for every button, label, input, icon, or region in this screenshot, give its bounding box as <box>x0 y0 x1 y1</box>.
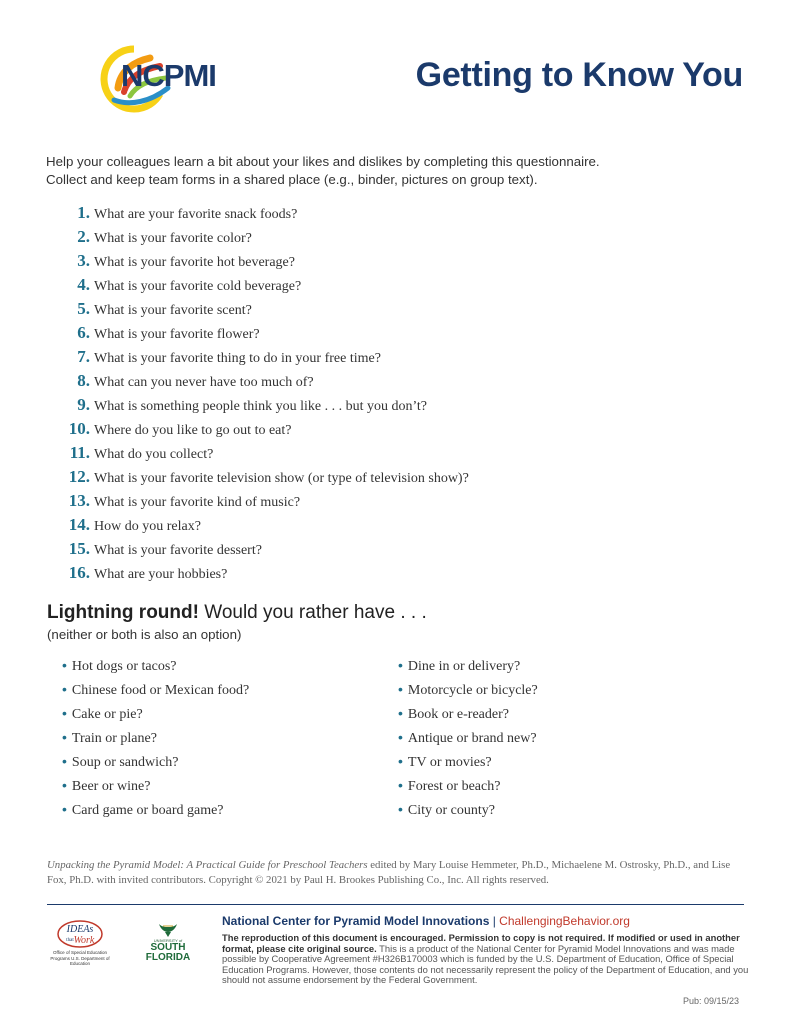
option-item <box>62 705 249 729</box>
bullet-icon: • <box>62 729 67 745</box>
option-text: Motorcycle or bicycle? <box>407 683 538 698</box>
bullet-icon: • <box>398 801 403 817</box>
question-item <box>60 203 469 227</box>
bullet-icon: • <box>62 777 67 793</box>
question-item <box>60 275 469 299</box>
bullet-icon: • <box>398 777 403 793</box>
options-left-column <box>62 657 249 825</box>
bullet-icon: • <box>398 681 403 697</box>
question-item <box>60 251 469 275</box>
footer-organization <box>222 914 630 928</box>
ideas-logo-word-1: IDEAs <box>66 924 94 935</box>
question-number: 15. <box>68 539 90 558</box>
question-item <box>60 419 469 443</box>
intro-paragraph <box>46 153 746 189</box>
usf-name-line-1: SOUTH <box>150 942 186 953</box>
question-text: What are your favorite snack foods? <box>94 207 298 222</box>
usf-caption: UNIVERSITY of <box>153 938 183 943</box>
option-item <box>62 729 249 753</box>
bullet-icon: • <box>62 681 67 697</box>
option-item <box>62 777 249 801</box>
question-number: 8. <box>77 371 90 390</box>
question-text: What can you never have too much of? <box>94 375 314 390</box>
question-number: 11. <box>69 443 90 462</box>
question-text: What is your favorite flower? <box>94 327 260 342</box>
option-text: Soup or sandwich? <box>71 755 179 770</box>
legal-notice <box>222 933 752 986</box>
question-item <box>60 539 469 563</box>
intro-line-2: Collect and keep team forms in a shared place (e.g., binder, pictures on group text). <box>46 172 538 187</box>
bullet-icon: • <box>398 753 403 769</box>
question-item <box>60 347 469 371</box>
bullet-icon: • <box>62 657 67 673</box>
option-item <box>62 801 249 825</box>
footer-separator: | <box>489 914 500 928</box>
question-text: What is something people think you like . . . but you don’t? <box>94 399 427 414</box>
usf-logo <box>143 920 193 972</box>
bullet-icon: • <box>62 801 67 817</box>
option-item <box>62 681 249 705</box>
option-text: Cake or pie? <box>71 707 143 722</box>
option-text: Antique or brand new? <box>407 731 537 746</box>
bullet-icon: • <box>398 657 403 673</box>
option-text: Card game or board game? <box>71 803 224 818</box>
question-text: What is your favorite hot beverage? <box>94 255 295 270</box>
question-number: 10. <box>68 419 90 438</box>
bullet-icon: • <box>62 753 67 769</box>
question-number: 1. <box>77 203 90 222</box>
option-item <box>398 681 538 705</box>
question-item <box>60 299 469 323</box>
question-item <box>60 515 469 539</box>
question-item <box>60 395 469 419</box>
usf-name-line-2: FLORIDA <box>145 952 191 963</box>
option-item <box>62 753 249 777</box>
question-text: Where do you like to go out to eat? <box>94 423 292 438</box>
option-text: Dine in or delivery? <box>407 659 521 674</box>
options-right-column <box>398 657 538 825</box>
lightning-round-prompt: Would you rather have . . . <box>198 602 427 623</box>
option-text: Train or plane? <box>71 731 157 746</box>
option-text: Beer or wine? <box>71 779 151 794</box>
option-item <box>398 777 538 801</box>
question-number: 6. <box>77 323 90 342</box>
option-item <box>398 705 538 729</box>
website-link[interactable]: ChallengingBehavior.org <box>499 914 630 928</box>
question-text: What is your favorite thing to do in your free time? <box>94 351 381 366</box>
question-text: What are your hobbies? <box>94 567 228 582</box>
question-text: What is your favorite dessert? <box>94 543 262 558</box>
ideas-logo-word-2: that <box>66 938 74 943</box>
question-text: What is your favorite television show (or type of television show)? <box>94 471 469 486</box>
citation-details: edited by Mary Louise Hemmeter, Ph.D., Michaelene M. Ostrosky, Ph.D., and Lise Fox, Ph.D. with invited contributors. Copyright © 2021 by Paul H. Brookes Publishing Co., Inc. All rights reserved. <box>47 859 731 886</box>
question-text: What is your favorite scent? <box>94 303 252 318</box>
question-number: 7. <box>77 347 90 366</box>
option-text: Hot dogs or tacos? <box>71 659 177 674</box>
ideas-logo-word-3: Work <box>73 935 95 946</box>
question-item <box>60 227 469 251</box>
question-item <box>60 443 469 467</box>
question-item <box>60 467 469 491</box>
ideas-caption: Office of Special Education Programs U.S. Department of Education <box>50 950 110 966</box>
option-item <box>398 729 538 753</box>
option-text: Forest or beach? <box>407 779 501 794</box>
question-list <box>60 203 469 587</box>
option-item <box>62 657 249 681</box>
option-text: Chinese food or Mexican food? <box>71 683 250 698</box>
question-item <box>60 371 469 395</box>
question-number: 5. <box>77 299 90 318</box>
lightning-round-subheading: (neither or both is also an option) <box>47 627 242 642</box>
question-text: What is your favorite color? <box>94 231 252 246</box>
footer-divider <box>47 904 744 905</box>
option-text: Book or e-reader? <box>407 707 509 722</box>
bullet-icon: • <box>62 705 67 721</box>
question-number: 2. <box>77 227 90 246</box>
question-number: 9. <box>77 395 90 414</box>
option-item <box>398 801 538 825</box>
option-text: TV or movies? <box>407 755 492 770</box>
question-number: 16. <box>68 563 90 582</box>
intro-line-1: Help your colleagues learn a bit about your likes and dislikes by completing this questionnaire. <box>46 154 600 169</box>
question-number: 4. <box>77 275 90 294</box>
organization-name: National Center for Pyramid Model Innovations <box>222 914 490 928</box>
legal-notice-bold: The reproduction of this document is encouraged. Permission to copy is not required. If modified or used in another format, please cite original source. <box>222 932 740 954</box>
citation-book-title: Unpacking the Pyramid Model: A Practical Guide for Preschool Teachers <box>47 859 368 871</box>
question-number: 13. <box>68 491 90 510</box>
citation <box>47 858 747 888</box>
bull-icon <box>157 920 179 938</box>
question-item <box>60 491 469 515</box>
option-text: City or county? <box>407 803 496 818</box>
logo-wordmark: NCPMI <box>121 58 216 93</box>
publication-date: Pub: 09/15/23 <box>682 996 739 1006</box>
lightning-round-heading <box>47 602 427 624</box>
question-number: 12. <box>68 467 90 486</box>
question-text: What is your favorite kind of music? <box>94 495 301 510</box>
question-text: What do you collect? <box>94 447 214 462</box>
legal-notice-body: This is a product of the National Center for Pyramid Model Innovations and was made possible by Cooperative Agreement #H326B170003 which is funded by the U.S. Department of Education, Office of Special Education Programs. However, those contents do not necessarily represent the policy of the Department of Education, and you should not assume endorsement by the Federal Government. <box>222 942 749 985</box>
question-item <box>60 563 469 587</box>
bullet-icon: • <box>398 729 403 745</box>
question-item <box>60 323 469 347</box>
question-number: 3. <box>77 251 90 270</box>
page-title: Getting to Know You <box>415 56 743 94</box>
bullet-icon: • <box>398 705 403 721</box>
question-text: How do you relax? <box>94 519 201 534</box>
option-item <box>398 657 538 681</box>
option-item <box>398 753 538 777</box>
question-number: 14. <box>68 515 90 534</box>
question-text: What is your favorite cold beverage? <box>94 279 302 294</box>
lightning-round-bold: Lightning round! <box>47 602 199 623</box>
